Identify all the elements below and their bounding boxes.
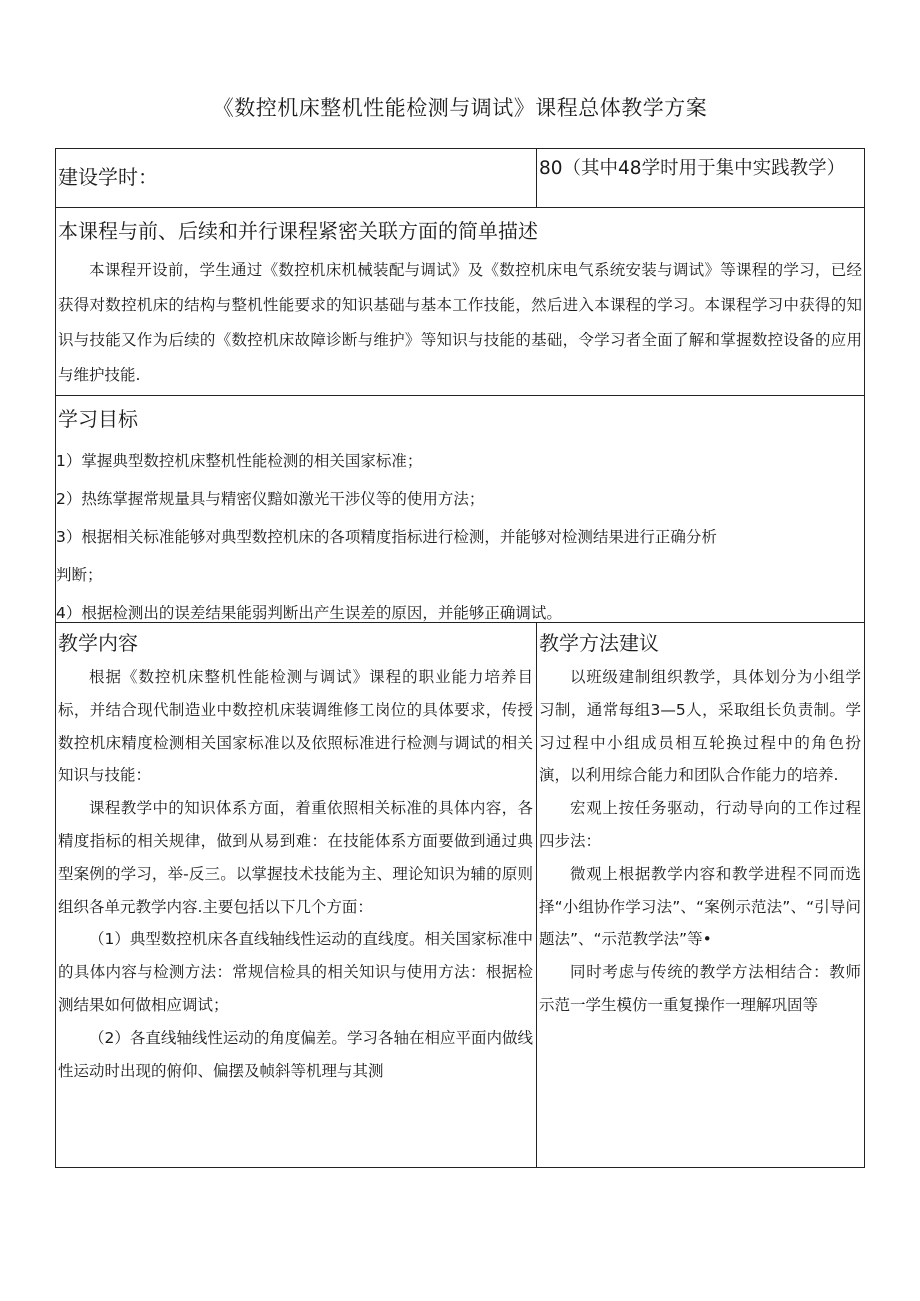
plan-table bbox=[55, 148, 865, 1168]
objective-item: 1）掌握典型数控机床整机性能检测的相关国家标准； bbox=[56, 452, 423, 470]
content-paragraph: 根据《数控机床整机性能检测与调试》课程的职业能力培养目标，并结合现代制造业中数控机床装调维修工岗位的具体要求，传授数控机床精度检测相关国家标准以及依照标准进行检测与调试的相关知识与技能： bbox=[58, 668, 533, 785]
column-divider bbox=[536, 622, 537, 1168]
relation-heading: 本课程与前、后续和并行课程紧密关联方面的简单描述 bbox=[58, 219, 538, 243]
objective-item: 4）根据检测出的误差结果能弱判断出产生误差的原因，并能够正确调试。 bbox=[56, 604, 562, 622]
relation-text: 本课程开设前，学生通过《数控机床机械装配与调试》及《数控机床电气系统安装与调试》等课程的学习，已经获得对数控机床的结构与整机性能要求的知识基础与基本工作技能，然后进入本课程的学习。本课程学习中获得的知识与技能又作为后续的《数控机床故障诊断与维护》等知识与技能的基础，令学习者全面了解和掌握数控设备的应用与维护技能. bbox=[58, 261, 862, 384]
content-body bbox=[58, 661, 533, 1087]
methods-heading: 教学方法建议 bbox=[539, 631, 659, 655]
methods-paragraph: 宏观上按任务驱动，行动导向的工作过程四步法： bbox=[539, 799, 861, 850]
document-title: 《数控机床整机性能检测与调试》课程总体教学方案 bbox=[212, 96, 708, 120]
objective-item: 判断； bbox=[56, 566, 103, 584]
methods-paragraph: 同时考虑与传统的教学方法相结合：教师示范一学生模仿一重复操作一理解巩固等 bbox=[539, 963, 861, 1014]
methods-body bbox=[539, 661, 861, 1022]
content-paragraph: 课程教学中的知识体系方面，着重依照相关标准的具体内容，各精度指标的相关规律，做到从易到难：在技能体系方面要做到通过典型案例的学习，举-反三。以掌握技术技能为主、理论知识为辅的原则组织各单元教学内容.主要包括以下几个方面： bbox=[58, 799, 533, 916]
row-divider bbox=[56, 207, 864, 208]
column-divider bbox=[536, 149, 537, 207]
methods-paragraph: 以班级建制组织教学，具体划分为小组学习制，通常每组3—5人，采取组长负责制。学习过程中小组成员相互轮换过程中的角色扮演，以利用综合能力和团队合作能力的培养. bbox=[539, 668, 861, 785]
objective-item: 3）根据相关标准能够对典型数控机床的各项精度指标进行检测，并能够对检测结果进行正确分析 bbox=[56, 528, 717, 546]
hours-label: 建设学时： bbox=[58, 165, 158, 189]
hours-value: 80（其中48学时用于集中实践教学） bbox=[539, 158, 846, 179]
content-paragraph: （2）各直线轴线性运动的角度偏差。学习各轴在相应平面内做线性运动时出现的俯仰、偏摆及帧斜等机理与其测 bbox=[58, 1028, 533, 1080]
objectives-heading: 学习目标 bbox=[58, 407, 138, 431]
content-heading: 教学内容 bbox=[58, 631, 138, 655]
row-divider bbox=[56, 395, 864, 396]
objective-item: 2）热练掌握常规量具与精密仪黯如激光干涉仪等的使用方法； bbox=[56, 490, 485, 508]
content-paragraph: （1）典型数控机床各直线轴线性运动的直线度。相关国家标准中的具体内容与检测方法：常规信检具的相关知识与使用方法：根据检测结果如何做相应调试； bbox=[58, 930, 533, 1014]
methods-paragraph: 微观上根据教学内容和教学进程不同而选择“小组协作学习法”、“案例示范法”、“引导问题法”、“示范教学法”等• bbox=[539, 864, 861, 949]
